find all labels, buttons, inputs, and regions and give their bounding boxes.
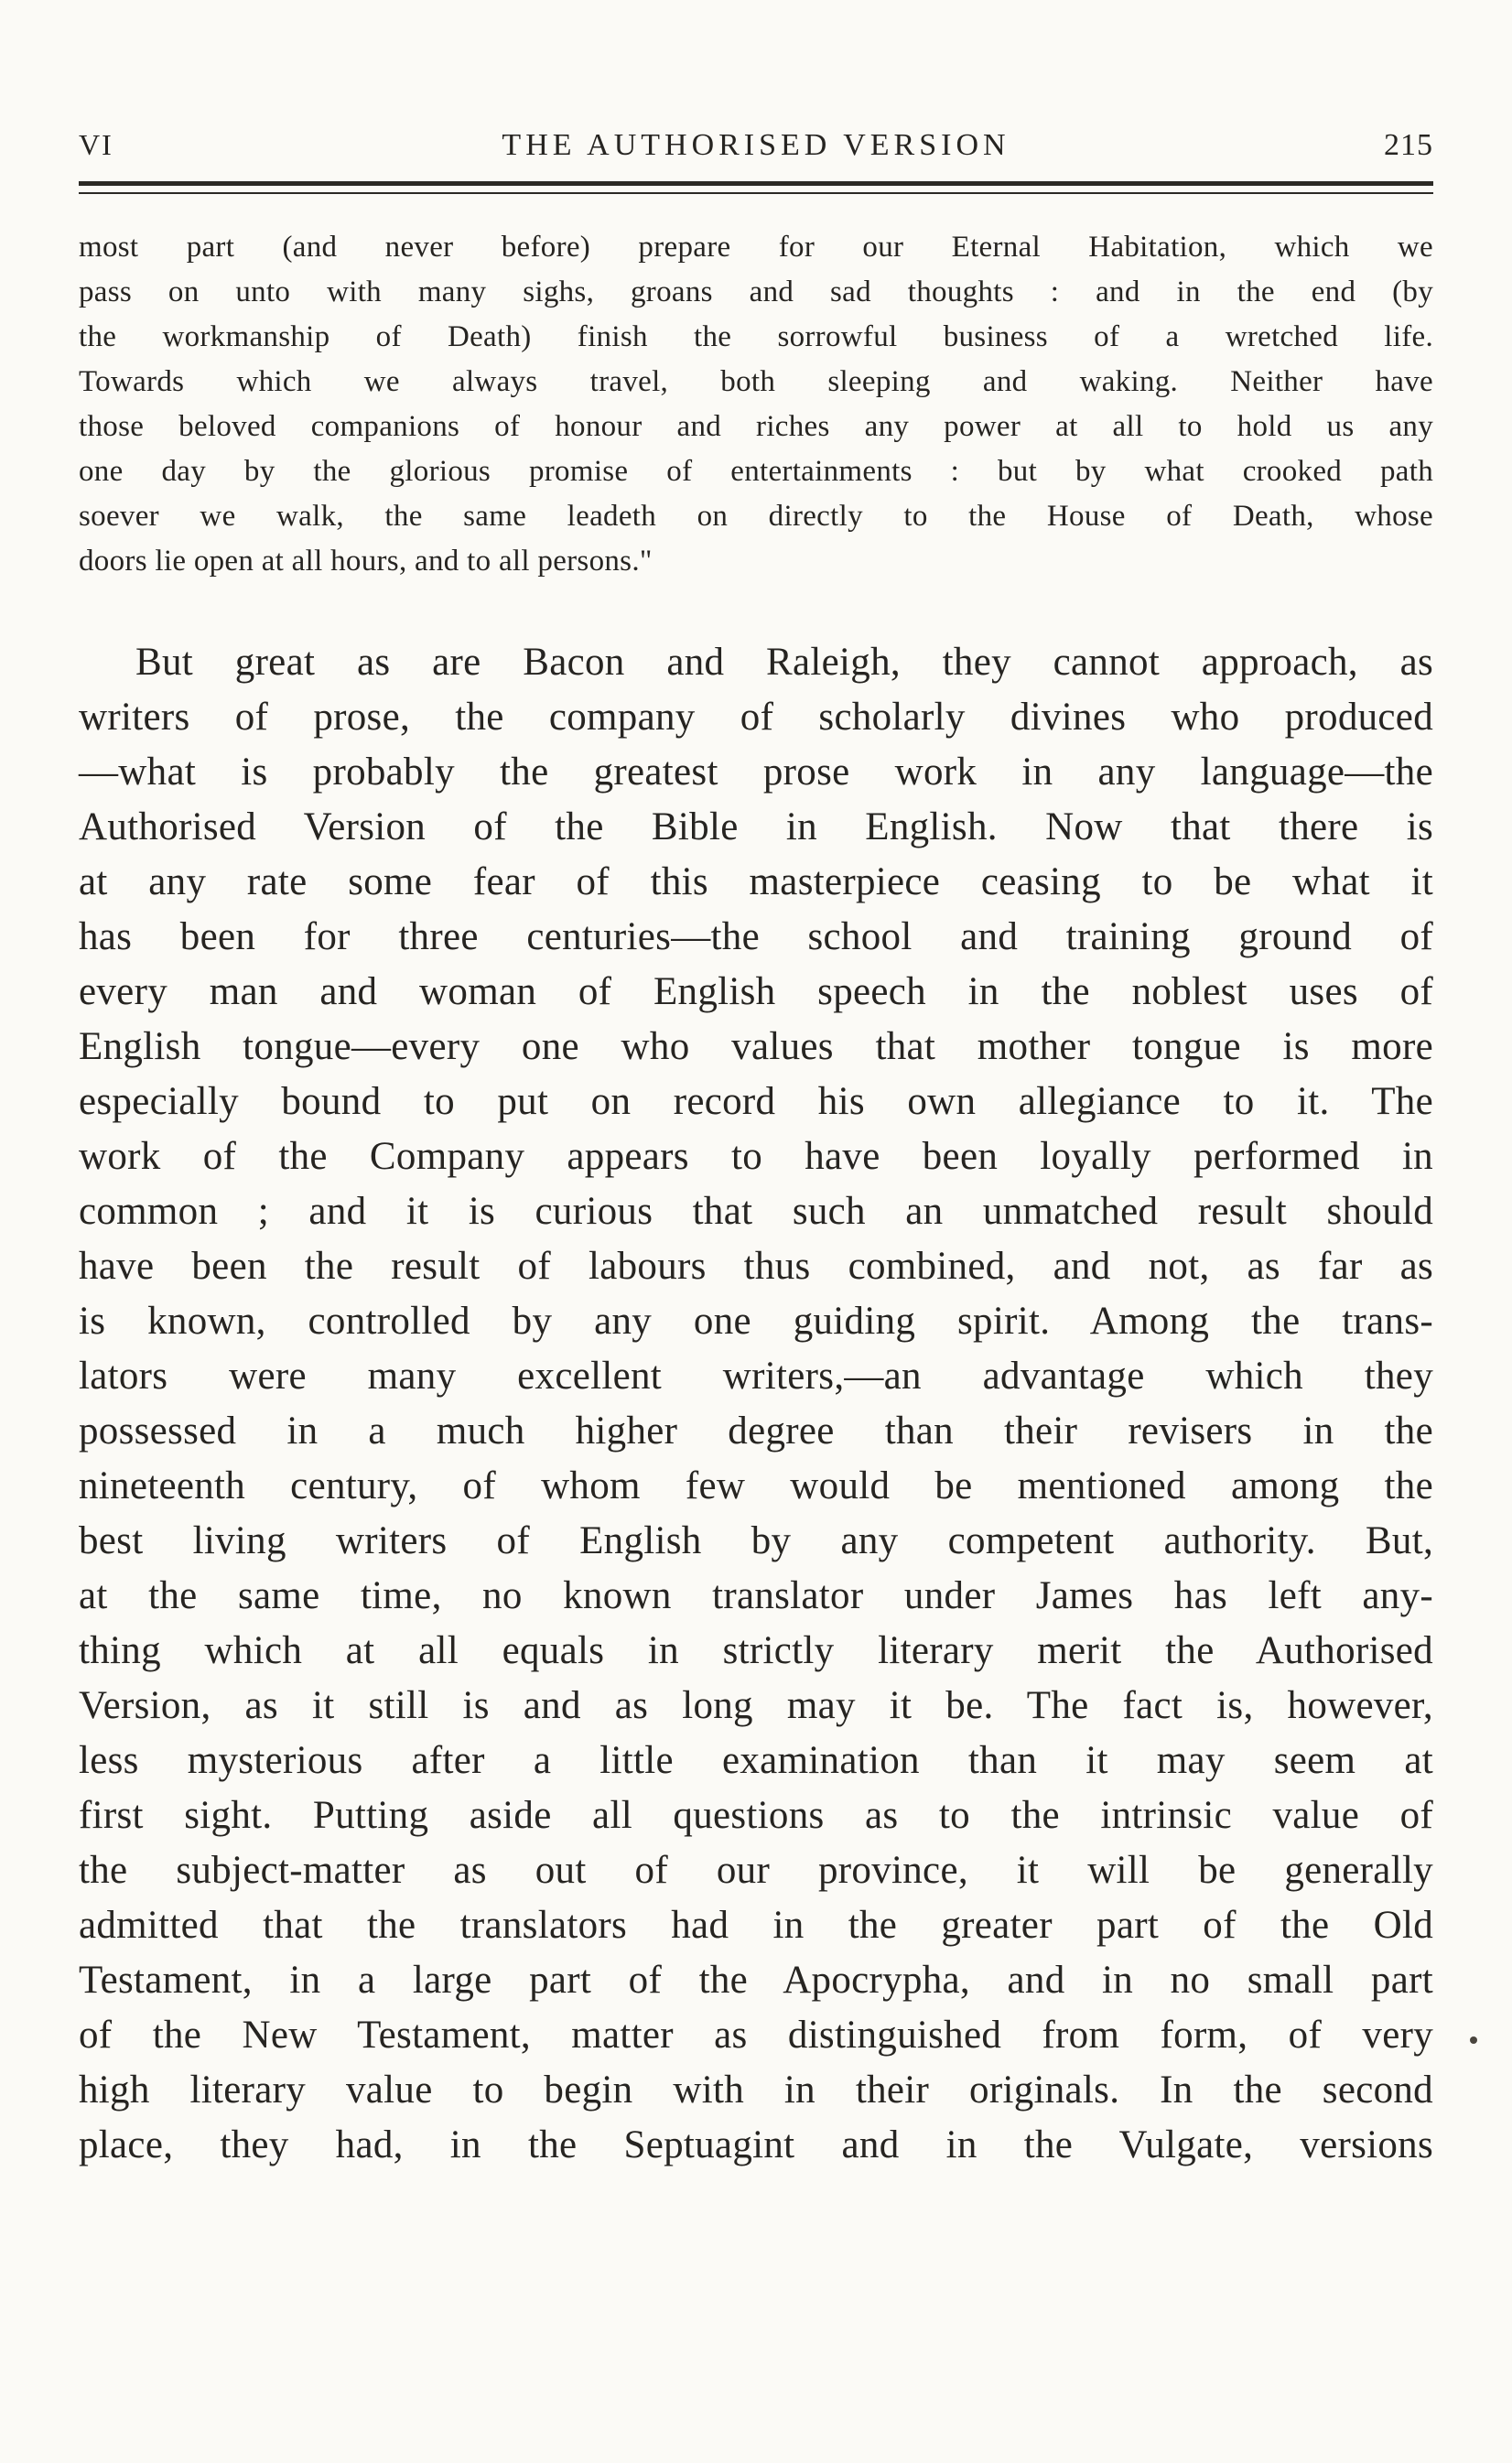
quote-line: one day by the glorious promise of entertainments : but by what crooked path xyxy=(79,455,1433,488)
body-line: every man and woman of English speech in the noblest uses of xyxy=(79,970,1433,1013)
body-line: lators were many excellent writers,—an advantage which they xyxy=(79,1355,1433,1398)
body-line: place, they had, in the Septuagint and in the Vulgate, versions xyxy=(79,2123,1433,2166)
quote-line: the workmanship of Death) finish the sorrowful business of a wretched life. xyxy=(79,320,1433,353)
quote-line: pass on unto with many sighs, groans and sad thoughts : and in the end (by xyxy=(79,275,1433,308)
body-line: less mysterious after a little examination than it may seem at xyxy=(79,1739,1433,1782)
quote-line: soever we walk, the same leadeth on directly to the House of Death, whose xyxy=(79,500,1433,533)
running-header xyxy=(79,128,1433,163)
body-line: work of the Company appears to have been loyally performed in xyxy=(79,1135,1433,1178)
quote-block xyxy=(79,225,1433,584)
body-paragraph xyxy=(79,635,1433,2173)
body-line: of the New Testament, matter as distinguished from form, of very xyxy=(79,2014,1433,2057)
body-line: at the same time, no known translator under James has left any- xyxy=(79,1574,1433,1617)
body-line: Version, as it still is and as long may it be. The fact is, however, xyxy=(79,1684,1433,1727)
quote-line: those beloved companions of honour and riches any power at all to hold us any xyxy=(79,410,1433,443)
body-line: the subject-matter as out of our province, it will be generally xyxy=(79,1849,1433,1892)
quote-line: most part (and never before) prepare for our Eternal Habitation, which we xyxy=(79,231,1433,264)
body-line: nineteenth century, of whom few would be mentioned among the xyxy=(79,1464,1433,1507)
body-line: have been the result of labours thus combined, and not, as far as xyxy=(79,1245,1433,1288)
scan-speck xyxy=(1470,2036,1477,2044)
body-line: Authorised Version of the Bible in English. Now that there is xyxy=(79,805,1433,848)
book-page xyxy=(79,128,1433,2173)
body-line: Testament, in a large part of the Apocrypha, and in no small part xyxy=(79,1959,1433,2002)
body-line: writers of prose, the company of scholarly divines who produced xyxy=(79,696,1433,739)
body-line: English tongue—every one who values that mother tongue is more xyxy=(79,1025,1433,1068)
body-line: thing which at all equals in strictly literary merit the Authorised xyxy=(79,1629,1433,1672)
body-line: admitted that the translators had in the greater part of the Old xyxy=(79,1904,1433,1947)
body-line: has been for three centuries—the school and training ground of xyxy=(79,915,1433,958)
running-title: THE AUTHORISED VERSION xyxy=(502,128,1010,162)
chapter-number: VI xyxy=(79,128,113,161)
body-line: best living writers of English by any competent authority. But, xyxy=(79,1519,1433,1562)
body-line: especially bound to put on record his own allegiance to it. The xyxy=(79,1080,1433,1123)
body-line: But great as are Bacon and Raleigh, they cannot approach, as xyxy=(135,641,1433,684)
body-line: —what is probably the greatest prose work in any language—the xyxy=(79,751,1433,794)
body-line: is known, controlled by any one guiding spirit. Among the trans- xyxy=(79,1300,1433,1343)
body-line: at any rate some fear of this masterpiece ceasing to be what it xyxy=(79,860,1433,903)
body-line: common ; and it is curious that such an unmatched result should xyxy=(79,1190,1433,1233)
header-rule xyxy=(79,181,1433,194)
body-line: first sight. Putting aside all questions as to the intrinsic value of xyxy=(79,1794,1433,1837)
quote-line: Towards which we always travel, both sleeping and waking. Neither have xyxy=(79,365,1433,398)
body-line: possessed in a much higher degree than their revisers in the xyxy=(79,1410,1433,1453)
quote-line: doors lie open at all hours, and to all persons." xyxy=(79,545,653,578)
page-number: 215 xyxy=(1384,128,1433,162)
body-line: high literary value to begin with in their originals. In the second xyxy=(79,2069,1433,2112)
